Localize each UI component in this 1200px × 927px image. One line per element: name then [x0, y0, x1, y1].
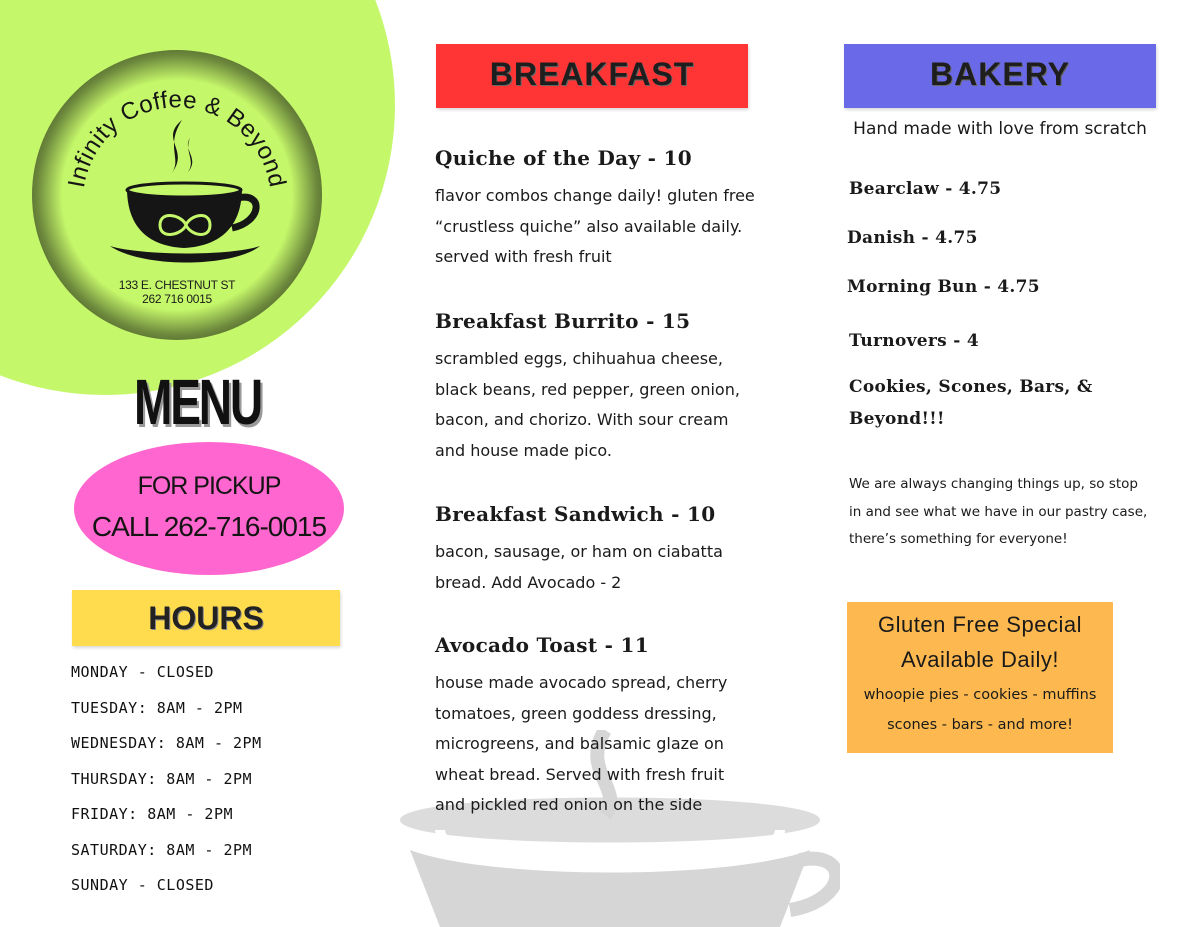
hours-row-saturday: SATURDAY: 8AM - 2PM — [71, 840, 253, 859]
logo-address: 133 E. CHESTNUT ST — [118, 278, 236, 292]
item-desc-line: black beans, red pepper, green onion, — [435, 379, 740, 399]
bakery-tagline: Hand made with love from scratch — [853, 119, 1147, 139]
bakery-banner — [844, 44, 1156, 108]
item-description — [435, 537, 723, 598]
item-desc-line: microgreens, and balsamic glaze on — [435, 734, 724, 753]
item-name: Quiche of the Day - 10 — [435, 146, 692, 170]
gluten-free-items-line: whoopie pies - cookies - muffins — [863, 687, 1097, 703]
gluten-free-items-line: scones - bars - and more! — [887, 717, 1073, 733]
item-desc-line: scrambled eggs, chihuahua cheese, — [435, 349, 723, 368]
bakery-item-bearclaw: Bearclaw - 4.75 — [849, 179, 1002, 199]
bakery-item-morning-bun: Morning Bun - 4.75 — [847, 277, 1040, 297]
item-desc-line: tomatoes, green goddess dressing, — [435, 703, 717, 723]
item-desc-line: bacon, sausage, or ham on ciabatta — [435, 542, 723, 561]
pickup-phone: CALL 262-716-0015 — [91, 511, 327, 542]
bakery-note-line: We are always changing things up, so stop — [849, 476, 1138, 492]
item-desc-line: bread. Add Avocado - 2 — [435, 572, 622, 592]
pickup-badge — [74, 442, 344, 575]
cafe-logo — [32, 50, 322, 340]
hours-row-tuesday: TUESDAY: 8AM - 2PM — [71, 698, 243, 717]
menu-title: MENU — [134, 366, 262, 438]
logo-arc-text: Infinity Coffee & Beyond — [63, 86, 291, 190]
bakery-title: BAKERY — [930, 56, 1070, 92]
item-name: Breakfast Burrito - 15 — [435, 309, 691, 333]
breakfast-banner — [436, 44, 748, 108]
hours-banner — [72, 590, 340, 646]
item-desc-line: flavor combos change daily! gluten free — [435, 186, 755, 205]
item-desc-line: served with fresh fruit — [435, 247, 612, 266]
bakery-item-cookies: Cookies, Scones, Bars, & — [849, 377, 1093, 397]
item-desc-line: bacon, and chorizo. With sour cream — [435, 410, 729, 429]
steam-icon — [170, 120, 192, 175]
item-desc-line: and pickled red onion on the side — [435, 795, 703, 814]
gluten-free-special-box — [847, 602, 1113, 753]
item-description — [435, 668, 727, 821]
hours-list — [71, 663, 262, 912]
gluten-free-title-line: Available Daily! — [900, 647, 1059, 672]
bakery-note-line: there’s something for everyone! — [849, 531, 1068, 547]
breakfast-title: BREAKFAST — [489, 56, 695, 92]
item-desc-line: and house made pico. — [435, 440, 612, 460]
hours-row-thursday: THURSDAY: 8AM - 2PM — [71, 769, 253, 788]
gluten-free-title-line: Gluten Free Special — [878, 612, 1082, 637]
menu-item — [435, 146, 755, 273]
hours-row-wednesday: WEDNESDAY: 8AM - 2PM — [71, 734, 262, 752]
gluten-free-items — [847, 680, 1113, 740]
bakery-item-beyond: Beyond!!! — [849, 409, 945, 429]
bakery-note — [849, 471, 1147, 554]
pickup-label: FOR PICKUP — [137, 472, 281, 500]
item-name: Breakfast Sandwich - 10 — [435, 502, 716, 526]
item-name: Avocado Toast - 11 — [435, 633, 649, 657]
hours-row-monday: MONDAY - CLOSED — [71, 663, 214, 681]
hours-row-friday: FRIDAY: 8AM - 2PM — [71, 805, 234, 823]
menu-item — [435, 502, 723, 598]
item-desc-line: “crustless quiche” also available daily. — [435, 216, 743, 236]
hours-title: HOURS — [148, 600, 264, 636]
bakery-item-turnovers: Turnovers - 4 — [849, 331, 979, 351]
bakery-item-danish: Danish - 4.75 — [847, 228, 978, 248]
item-desc-line: wheat bread. Served with fresh fruit — [435, 764, 725, 784]
menu-item — [435, 309, 740, 466]
logo-phone: 262 716 0015 — [142, 292, 212, 306]
bakery-note-line: in and see what we have in our pastry case, — [849, 503, 1148, 520]
item-description — [435, 181, 755, 273]
hours-row-sunday: SUNDAY - CLOSED — [71, 876, 214, 894]
item-description — [435, 344, 740, 466]
item-desc-line: house made avocado spread, cherry — [435, 673, 728, 692]
menu-item — [435, 633, 727, 821]
gluten-free-title — [847, 607, 1113, 677]
